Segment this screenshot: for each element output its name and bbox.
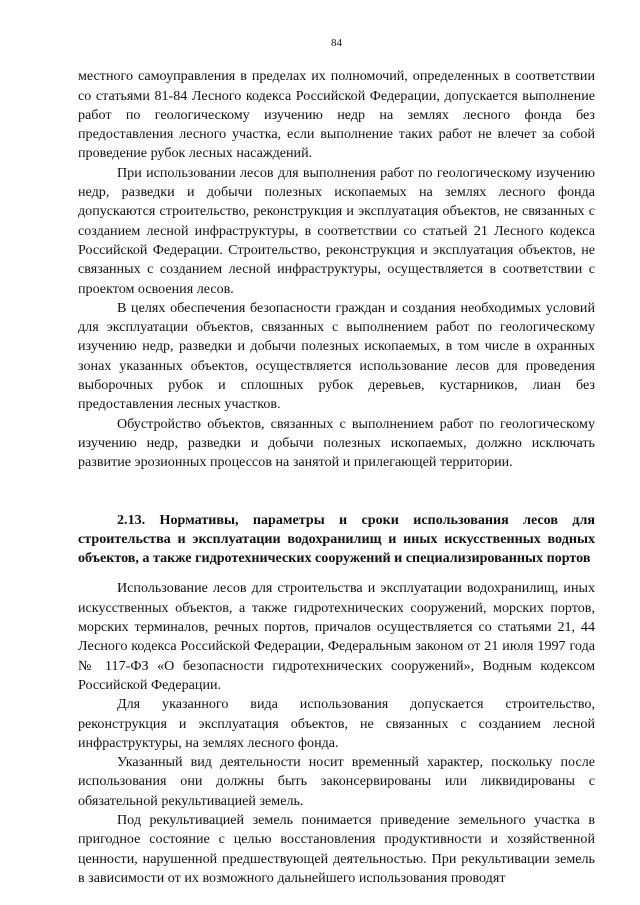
document-page <box>78 0 595 888</box>
section-heading: 2.13. Нормативы, параметры и сроки использования лесов для строительства и эксплуатации водохранилищ и иных искусственных водных объектов, а также гидротехнических сооружений и специализированных портов <box>78 511 595 567</box>
page-number: 84 <box>331 37 342 49</box>
paragraph: Под рекультивацией земель понимается приведение земельного участка в пригодное состояние с целью восстановления продуктивности и хозяйственной ценности, нарушенной предшествующей деятельностью. При рекультивации земель в зависимости от их возможного дальнейшего использования проводят <box>78 811 595 886</box>
paragraph: Обустройство объектов, связанных с выполнением работ по геологическому изучению недр, разведки и добычи полезных ископаемых, должно исключать развитие эрозионных процессов на занятой и прилегающей территории. <box>78 415 595 471</box>
paragraph: В целях обеспечения безопасности граждан и создания необходимых условий для эксплуатации объектов, связанных с выполнением работ по геологическому изучению недр, разведки и добычи полезных ископаемых, в том числе в охранных зонах указанных объектов, осуществляется использование лесов для проведения выборочных рубок и сплошных рубок деревьев, кустарников, лиан без предоставления лесных участков. <box>78 299 595 413</box>
paragraph: При использовании лесов для выполнения работ по геологическому изучению недр, разведки и добычи полезных ископаемых на землях лесного фонда допускаются строительство, реконструкция и эксплуатация объектов, не связанных с созданием лесной инфраструктуры, в соответствии со статьей 21 Лесного кодекса Российской Федерации. Строительство, реконструкция и эксплуатация объектов, не связанных с созданием лесной инфраструктуры, осуществляется в соответствии с проектом освоения лесов. <box>78 164 595 297</box>
paragraph: Для указанного вида использования допускается строительство, реконструкция и эксплуатация объектов, не связанных с созданием лесной инфраструктуры, на землях лесного фонда. <box>78 696 595 751</box>
paragraph: Указанный вид деятельности носит временный характер, поскольку после использования они должны быть законсервированы или ликвидированы с обязательной рекультивацией земель. <box>78 754 595 809</box>
section-forest-geology <box>78 67 595 472</box>
paragraph: Использование лесов для строительства и эксплуатации водохранилищ, иных искусственных объектов, а также гидротехнических сооружений, морских портов, морских терминалов, речных портов, причалов осуществляется со статьями 21, 44 Лесного кодекса Российской Федерации, Федеральным законом от 21 июля 1997 года № 117-ФЗ «О безопасности гидротехнических сооружений», Водным кодексом Российской Федерации. <box>78 580 595 693</box>
section-2-13 <box>78 511 595 889</box>
paragraph: местного самоуправления в пределах их полномочий, определенных в соответствии со статьями 81-84 Лесного кодекса Российской Федерации, допускается выполнение работ по геологическому изучению недр на землях лесного фонда без предоставления лесного участка, если выполнение таких работ не влечет за собой проведение рубок лесных насаждений. <box>78 68 595 162</box>
